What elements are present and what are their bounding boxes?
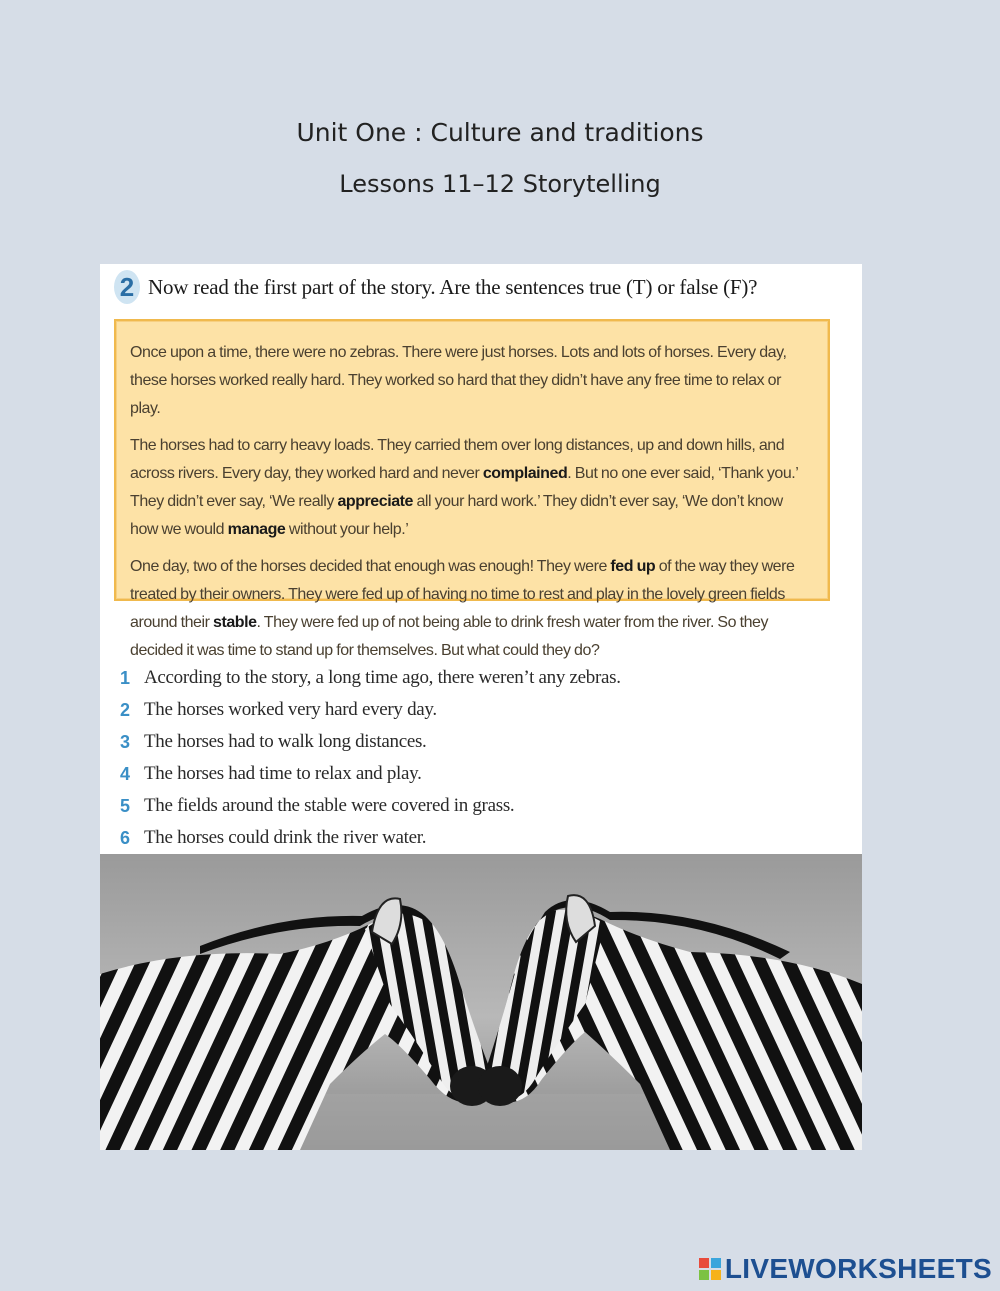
exercise-heading bbox=[114, 270, 757, 304]
story-paragraph bbox=[130, 339, 814, 423]
story-text: . But no one ever said, ‘Thank you.’ They didn’t ever say, ‘We really bbox=[130, 465, 798, 510]
question-item bbox=[120, 726, 621, 758]
question-number: 2 bbox=[120, 699, 131, 720]
story-text: One day, two of the horses decided that enough was enough! They were bbox=[130, 558, 611, 575]
liveworksheets-logo bbox=[699, 1253, 992, 1285]
story-text: without your help.’ bbox=[285, 521, 409, 538]
question-number: 5 bbox=[120, 795, 131, 816]
story-paragraph bbox=[130, 553, 814, 665]
story-keyword: manage bbox=[227, 521, 286, 538]
page-title: Unit One : Culture and traditions bbox=[296, 118, 704, 147]
question-text: The fields around the stable were covered in grass. bbox=[144, 795, 515, 816]
exercise-instruction: Now read the first part of the story. Are the sentences true (T) or false (F)? bbox=[148, 274, 758, 299]
logo-block bbox=[699, 1270, 709, 1280]
worksheet-panel bbox=[100, 264, 862, 854]
question-text: The horses worked very hard every day. bbox=[144, 699, 437, 720]
logo-text: LIVEWORKSHEETS bbox=[724, 1253, 992, 1284]
question-number: 4 bbox=[120, 763, 131, 784]
story-text: Once upon a time, there were no zebras. There were just horses. Lots and lots of horses. Every day, these horses worked really hard. They worked so hard that they didn’t have any free time to relax or play. bbox=[130, 344, 787, 417]
question-number: 6 bbox=[120, 827, 131, 848]
question-number: 3 bbox=[120, 731, 131, 752]
question-text: The horses had time to relax and play. bbox=[144, 763, 422, 784]
question-item bbox=[120, 822, 621, 854]
page-subtitle: Lessons 11–12 Storytelling bbox=[339, 170, 661, 198]
logo-block bbox=[699, 1258, 709, 1268]
story-text: of the way they were treated by their owners. They were fed up of having no time to rest and play in the lovely green fields around their bbox=[130, 558, 795, 631]
story-paragraph bbox=[130, 432, 814, 544]
question-list bbox=[120, 662, 621, 854]
question-text: According to the story, a long time ago, there weren’t any zebras. bbox=[144, 667, 621, 688]
zebra-photo bbox=[100, 854, 862, 1150]
story-keyword: appreciate bbox=[337, 493, 413, 510]
story-keyword: complained bbox=[482, 465, 568, 482]
story-keyword: fed up bbox=[610, 558, 656, 575]
story-box bbox=[114, 319, 830, 659]
question-item bbox=[120, 662, 621, 694]
story-keyword: stable bbox=[213, 614, 257, 631]
question-item bbox=[120, 790, 621, 822]
story-text: . They were fed up of not being able to drink fresh water from the river. So they decided it was time to stand up for themselves. But what could they do? bbox=[130, 614, 769, 659]
question-item bbox=[120, 758, 621, 790]
story-text: all your hard work.’ They didn’t ever say, ‘We don’t know how we would bbox=[130, 493, 783, 538]
exercise-number-badge: 2 bbox=[114, 270, 140, 304]
logo-block bbox=[711, 1258, 721, 1268]
logo-block bbox=[711, 1270, 721, 1280]
question-text: The horses had to walk long distances. bbox=[144, 731, 427, 752]
question-number: 1 bbox=[120, 667, 131, 688]
question-text: The horses could drink the river water. bbox=[144, 827, 427, 848]
logo-icon bbox=[699, 1258, 721, 1280]
question-item bbox=[120, 694, 621, 726]
story-text: The horses had to carry heavy loads. They carried them over long distances, up and down hills, and across rivers. Every day, they worked hard and never bbox=[130, 437, 785, 482]
